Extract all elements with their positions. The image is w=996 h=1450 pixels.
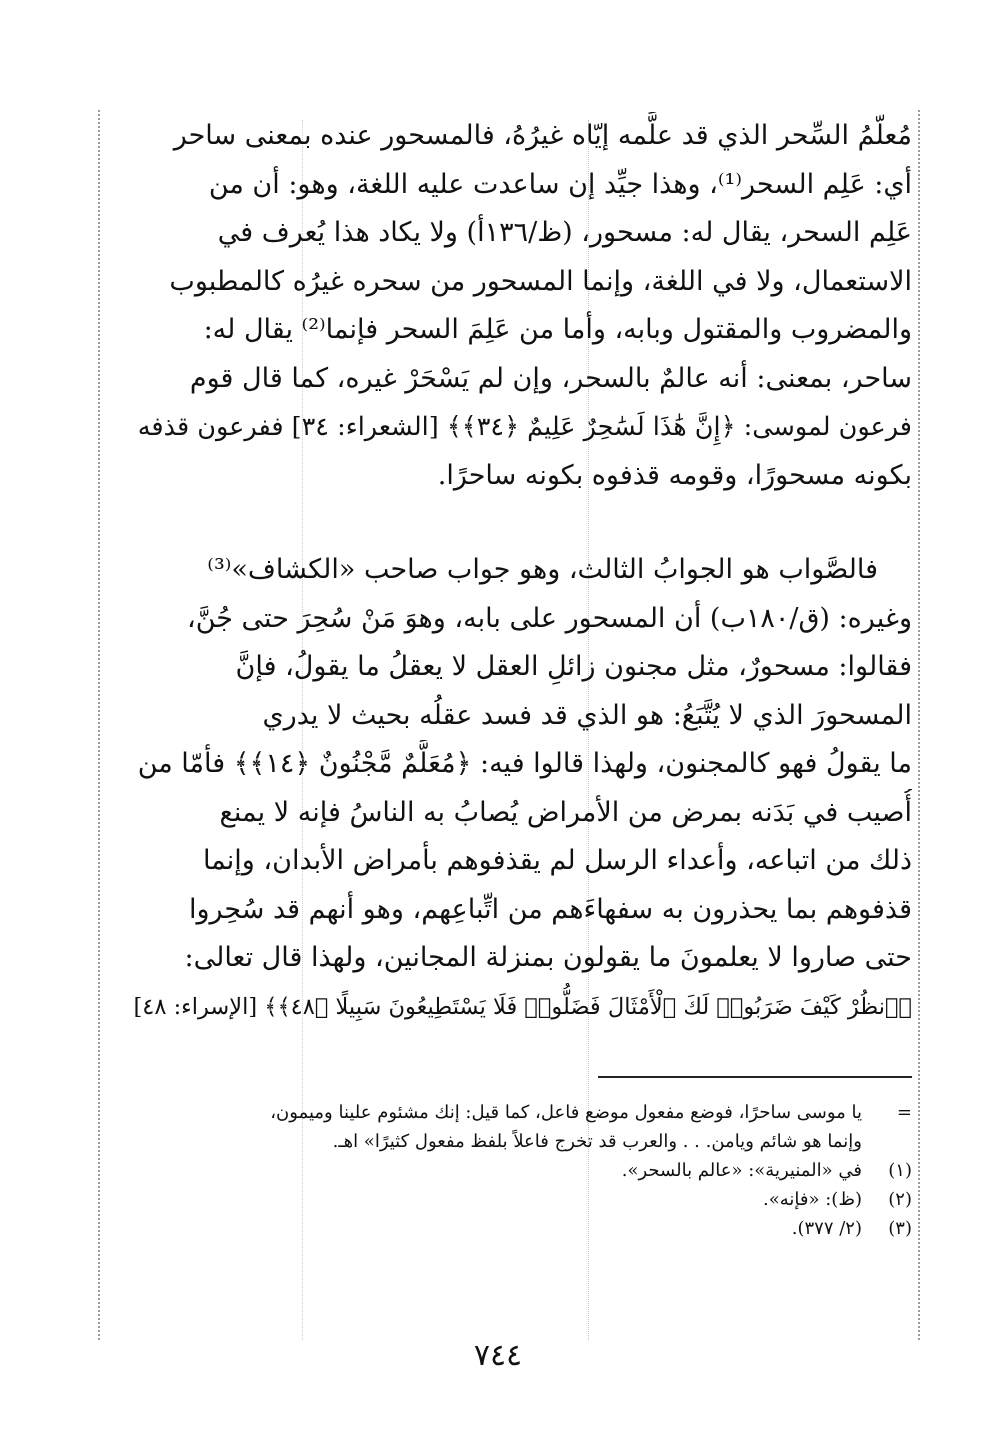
footnotes [128, 1098, 912, 1243]
text-line: وغيره: (ق/١٨٠ب) أن المسحور على بابه، وهوَ مَنْ سُحِرَ حتى جُنَّ، [187, 602, 912, 634]
text-line: ﴿ٱنظُرْ كَيْفَ ضَرَبُوا۟ لَكَ ٱلْأَمْثَالَ فَضَلُّوا۟ فَلَا يَسْتَطِيعُونَ سَبِيلًا ﴿٤٨﴾﴾ [الإسراء: ٤٨] [133, 993, 912, 1020]
text-line: فرعون لموسى: ﴿إِنَّ هَٰذَا لَسَٰحِرٌ عَلِيمٌ ﴿٣٤﴾﴾ [الشعراء: ٣٤] ففرعون قذفه [137, 412, 912, 442]
footnote-number: (١) [888, 1160, 912, 1181]
text-line: فقالوا: مسحورٌ، مثل مجنون زائلِ العقل لا يعقلُ ما يقولُ، فإنَّ [235, 651, 912, 682]
paragraph-1 [128, 112, 912, 502]
margin-dotted-line-right [918, 110, 920, 1340]
text-line: الاستعمال، ولا في اللغة، وإنما المسحور من سحره غيرُه كالمطبوب [169, 265, 912, 297]
text-line: أُصيب في بَدَنه بمرض من الأمراض يُصابُ به الناسُ فإنه لا يمنع [219, 796, 912, 828]
footnote-continuation-line: يا موسى ساحرًا، فوضع مفعول موضع فاعل، كما قيل: إنك مشئوم علينا وميمون، [270, 1102, 862, 1123]
continuation-mark: = [896, 1102, 912, 1123]
footnote-text: (ظ): «فإنه». [763, 1189, 862, 1210]
footnote-continuation [128, 1098, 912, 1127]
text-line: حتى صاروا لا يعلمونَ ما يقولون بمنزلة المجانين، ولهذا قال تعالى: [184, 942, 912, 973]
footnote-number: (٢) [888, 1189, 912, 1210]
text-line: المسحورَ الذي لا يُتَّبَعُ: هو الذي قد فسد عقلُه بحيث لا يدري [262, 699, 912, 731]
text-line: والمضروب والمقتول وبابه، وأما من عَلِمَ السحر فإنما⁽²⁾ يقال له: [203, 314, 912, 345]
margin-dotted-line-left [98, 110, 100, 1340]
text-line: قذفوهم بما يحذرون به سفهاءَهم من اتِّباعِهم، وهو أنهم قد سُحِروا [188, 893, 912, 925]
footnote-continuation [128, 1127, 912, 1156]
text-line: مُعلّمُ السِّحر الذي قد علَّمه إيّاه غيرُهُ، فالمسحور عنده بمعنى ساحر [173, 120, 912, 151]
text-line: ساحر، بمعنى: أنه عالمٌ بالسحر، وإن لم يَسْحَرْ غيره، كما قال قوم [189, 362, 912, 394]
footnote-number: (٣) [888, 1218, 912, 1239]
page-number: ٧٤٤ [473, 1338, 523, 1373]
footnote-continuation-line: وإنما هو شائم ويامن. . . والعرب قد تخرج فاعلاً بلفظ مفعول كثيرًا» اهـ. [332, 1131, 862, 1152]
footnote-text: (٢/ ٣٧٧). [791, 1218, 862, 1239]
footnote-item [128, 1214, 912, 1243]
footnote-text: في «المنيرية»: «عالم بالسحر». [621, 1160, 862, 1181]
text-line: ما يقولُ فهو كالمجنون، ولهذا قالوا فيه: ﴿مُعَلَّمٌ مَّجْنُونٌ ﴿١٤﴾﴾ فأمّا من [137, 748, 912, 779]
footnote-separator [598, 1076, 912, 1078]
text-line: فالصَّواب هو الجوابُ الثالث، وهو جواب صاحب «الكشاف»⁽³⁾ [207, 554, 878, 585]
footnote-item [128, 1185, 912, 1214]
footnote-item [128, 1156, 912, 1185]
text-line: بكونه مسحورًا، وقومه قذفوه بكونه ساحرًا. [437, 459, 912, 491]
text-line: ذلك من اتباعه، وأعداء الرسل لم يقذفوهم بأمراض الأبدان، وإنما [202, 845, 912, 876]
text-line: أي: عَلِم السحر⁽¹⁾، وهذا جيِّد إن ساعدت عليه اللغة، وهو: أن من [208, 168, 912, 200]
paragraph-2 [128, 546, 912, 1036]
text-line: عَلِم السحر، يقال له: مسحور، (ظ/١٣٦أ) ولا يكاد هذا يُعرف في [217, 217, 912, 248]
